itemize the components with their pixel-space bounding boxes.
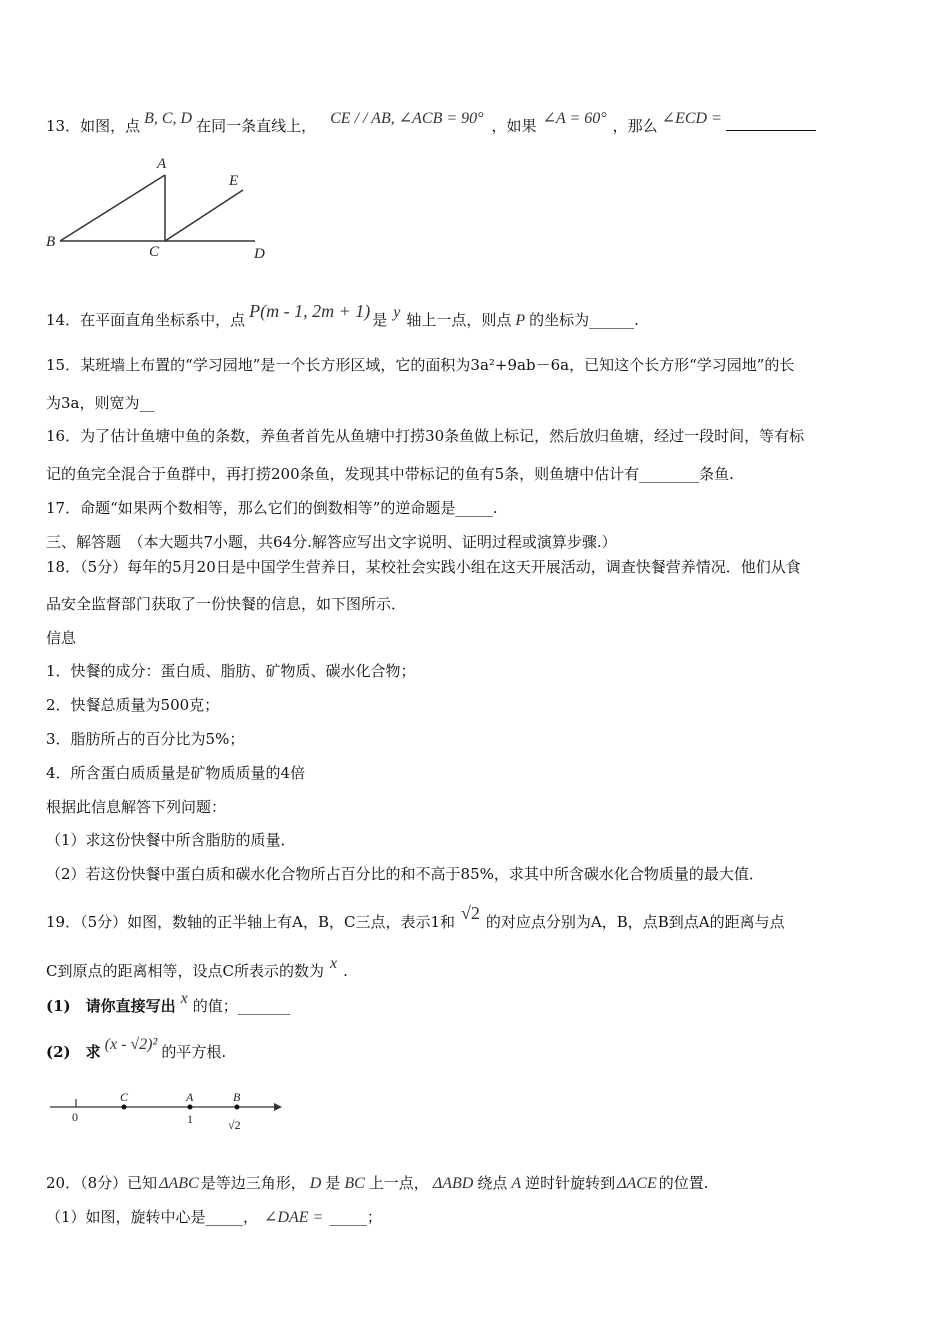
q20-math-abd: ΔABD [432,1175,474,1192]
q18-ask: 根据此信息解答下列问题： [46,798,227,816]
q18-info-label: 信息 [46,629,77,647]
q19-sub-1: (1) 请你直接写出 x 的值；_______ [46,990,291,1015]
q19-math-sqrt2: √2 [461,903,480,923]
q19-sub1-math-x: x [180,990,188,1007]
q18-sub-2: （2）若这份快餐中蛋白质和碳水化合物所占百分比的和不高于85%，求其中所含碳水化合物质量的最大值． [46,865,764,883]
q19-label-c: C [120,1090,129,1104]
q19-label-a: A [186,1090,194,1104]
q13-label-a: A [157,156,167,172]
q20-math-a: A [511,1175,522,1192]
q16-line-1: 16．为了估计鱼塘中鱼的条数，养鱼者首先从鱼塘中打捞30条鱼做上标记，然后放归鱼塘，经过一段时间，等有标 [46,427,805,445]
q20-math-bc: BC [344,1175,365,1192]
q14-math-point: P(m - 1, 2m + 1) [249,301,371,321]
q20-sub-1: （1）如图，旋转中心是_____， ∠DAE = _____； [46,1208,382,1226]
q19-label-sqrt2: √2 [228,1118,241,1132]
section-3-title: 三、解答题 （本大题共7小题，共64分.解答应写出文字说明、证明过程或演算步骤.） [46,533,617,551]
q19-line-1: 19．（5分）如图，数轴的正半轴上有A，B，C三点，表示1和 √2 的对应点分别为A，B，点B到点A的距离与点 [46,903,785,931]
q20-math-dae: ∠DAE = [264,1209,324,1226]
q19-sub-2: (2) 求 (x - √2)² 的平方根. [46,1036,227,1061]
q13-math-points: B, C, D [144,110,193,127]
q13-label-b: B [46,234,56,250]
q18-info-item-2: 2．快餐总质量为500克； [46,696,220,714]
q13-line-ba [60,175,165,241]
q15-line-2: 为3a，则宽为__ [46,394,155,412]
q13-label-e: E [229,173,239,189]
q19-point-b [235,1105,240,1110]
q13-answer-blank [726,116,816,131]
q20-math-ace: ΔACE [617,1175,657,1192]
q18-line-1: 18．（5分）每年的5月20日是中国学生营养日，某校社会实践小组在这天开展活动，调查快餐营养情况．他们从食 [46,558,801,576]
q19-label-b: B [233,1090,241,1104]
q14-number: 14． [46,311,81,329]
q20-line-1: 20．（8分）已知 ΔABC 是等边三角形， D 是 BC 上一点， ΔABD 绕点 A 逆时针旋转到 ΔACE 的位置. [46,1174,709,1192]
q14-math-y: y [393,304,401,321]
q13-number: 13． [46,117,81,135]
q18-info-item-4: 4．所含蛋白质质量是矿物质质量的4倍 [46,764,306,782]
q20-math-d: D [309,1175,322,1192]
q16-line-2: 记的鱼完全混合于鱼群中，再打捞200条鱼，发现其中带标记的鱼有5条，则鱼塘中估计有________条鱼. [46,465,734,483]
q19-point-a [188,1105,193,1110]
q19-number-line [42,1086,292,1136]
q19-math-x: x [329,955,338,972]
q13-label-c: C [149,244,160,260]
q14-line: 14．在平面直角坐标系中，点 P(m - 1, 2m + 1) 是 y 轴上一点，则点 P 的坐标为______. [46,301,639,329]
q19-axis-arrow [274,1103,282,1111]
q13-label-d: D [254,246,265,262]
q13-math-ecd: ∠ECD = [661,110,722,127]
q17-line: 17．命题“如果两个数相等，那么它们的倒数相等”的逆命题是_____. [46,499,498,517]
q15-line-1: 15．某班墙上布置的“学习园地”是一个长方形区域，它的面积为3a²+9ab－6a，已知这个长方形“学习园地”的长 [46,356,795,374]
q18-line-2: 品安全监督部门获取了一份快餐的信息，如下图所示． [46,595,407,613]
q13-line: 13．如图，点 B, C, D 在同一条直线上， CE / / AB, ∠ACB = 90° ，如果 ∠A = 60° ，那么 ∠ECD = [46,116,816,137]
q18-info-item-3: 3．脂肪所占的百分比为5%； [46,730,245,748]
q18-sub-1: （1）求这份快餐中所含脂肪的质量． [46,831,296,849]
q18-info-item-1: 1．快餐的成分：蛋白质、脂肪、矿物质、碳水化合物； [46,662,416,680]
q13-math-condition: CE / / AB, ∠ACB = 90° [330,110,484,127]
q19-sub2-math-expr: (x - √2)² [104,1036,158,1053]
q13-math-angle-a: ∠A = 60° [542,110,607,127]
q19-label-zero: 0 [72,1110,78,1124]
q13-figure [40,150,280,265]
q13-line-ce [165,190,243,241]
q19-label-one: 1 [187,1112,193,1126]
q19-line-2: C到原点的距离相等，设点C所表示的数为 x . [46,955,348,980]
q14-math-p: P [515,312,526,329]
q20-math-abc: ΔABC [159,1175,199,1192]
q19-point-c [122,1105,127,1110]
